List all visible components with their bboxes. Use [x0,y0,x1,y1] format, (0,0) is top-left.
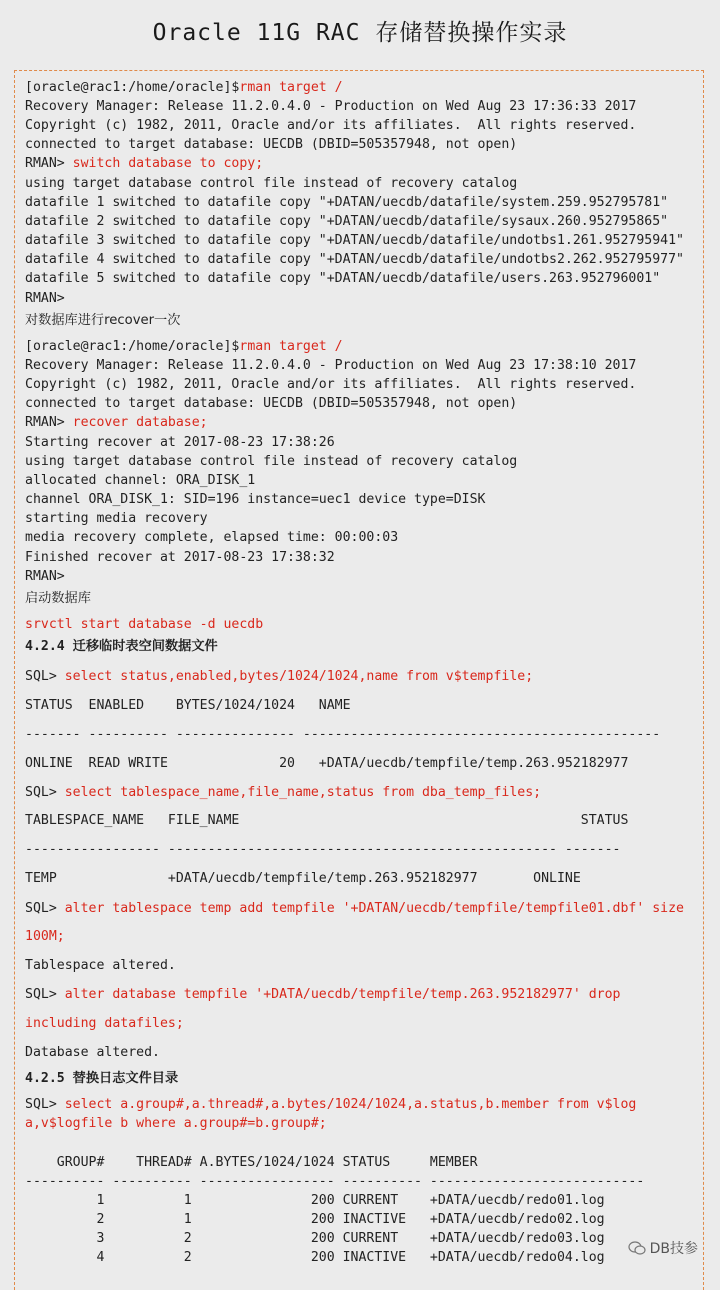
transcript-line [25,901,684,917]
line-output: RMAN> [25,569,65,584]
article-title: Oracle 11G RAC 存储替换操作实录 [152,20,568,46]
transcript-line [25,698,351,714]
line-output: ONLINE READ WRITE 20 +DATA/uecdb/tempfile/temp.263.952182977 [25,756,629,771]
transcript-line [25,473,255,489]
transcript-line [25,233,684,249]
line-output: channel ORA_DISK_1: SID=196 instance=uec1 device type=DISK [25,492,486,507]
line-output: 对数据库进行recover一次 [25,313,181,328]
line-output: SQL> [25,785,65,800]
line-output: ---------- ---------- ----------------- ---------- --------------------------- [25,1174,645,1189]
line-command: rman target / [239,339,343,354]
transcript-line [25,756,628,772]
line-output: 4.2.4 迁移临时表空间数据文件 [25,639,218,654]
line-output: RMAN> [25,415,73,430]
line-output: 4.2.5 替换日志文件目录 [25,1071,179,1086]
line-output: TEMP +DATA/uecdb/tempfile/temp.263.952182977 ONLINE [25,871,581,886]
line-command: rman target / [239,80,343,95]
transcript-line [25,639,218,655]
transcript-line [25,569,65,585]
line-output: datafile 2 switched to datafile copy "+DATAN/uecdb/datafile/sysaux.260.952795865" [25,214,669,229]
line-output: 3 2 200 CURRENT +DATA/uecdb/redo03.log [25,1231,605,1246]
line-output: SQL> [25,1097,65,1112]
transcript-line [25,871,581,887]
line-output: using target database control file instead of recovery catalog [25,454,518,469]
line-output: [oracle@rac1:/home/oracle]$ [25,339,240,354]
transcript-line [25,1097,636,1113]
transcript-line [25,550,335,566]
transcript-line [25,252,684,268]
line-output: 启动数据库 [25,591,91,606]
transcript-line [25,396,517,412]
transcript-line [25,785,541,801]
line-output: STATUS ENABLED BYTES/1024/1024 NAME [25,698,351,713]
line-command: including datafiles; [25,1016,184,1031]
transcript-line [25,415,208,431]
line-output: Database altered. [25,1045,160,1060]
line-command: alter tablespace temp add tempfile '+DATAN/uecdb/tempfile/tempfile01.dbf' size [64,901,684,916]
transcript-line [25,176,517,192]
transcript-line [25,1231,605,1247]
line-output: GROUP# THREAD# A.BYTES/1024/1024 STATUS MEMBER [25,1155,478,1170]
transcript-line [25,214,668,230]
transcript-line [25,435,335,451]
line-output: Tablespace altered. [25,958,176,973]
transcript-line [25,1174,644,1190]
line-output: 2 1 200 INACTIVE +DATA/uecdb/redo02.log [25,1212,605,1227]
line-output: media recovery complete, elapsed time: 00:00:03 [25,530,399,545]
transcript-line [25,1155,478,1171]
transcript-line [25,80,343,96]
line-output: Copyright (c) 1982, 2011, Oracle and/or its affiliates. All rights reserved. [25,377,637,392]
line-output: [oracle@rac1:/home/oracle]$ [25,80,240,95]
transcript-line [25,1212,605,1228]
transcript-line [25,727,660,743]
transcript-line [25,958,176,974]
transcript-line [25,1116,327,1132]
line-output: 1 1 200 CURRENT +DATA/uecdb/redo01.log [25,1193,605,1208]
line-output: Recovery Manager: Release 11.2.0.4.0 - Production on Wed Aug 23 17:36:33 2017 [25,99,637,114]
line-output: Copyright (c) 1982, 2011, Oracle and/or its affiliates. All rights reserved. [25,118,637,133]
transcript-line [25,339,343,355]
transcript-line [25,530,398,546]
line-output: SQL> [25,669,65,684]
transcript-line [25,118,636,134]
transcript-line [25,1250,605,1266]
transcript-line [25,377,636,393]
wechat-icon [628,1241,646,1255]
line-command: alter database tempfile '+DATA/uecdb/tempfile/temp.263.952182977' drop [64,987,621,1002]
transcript-line [25,271,660,287]
transcript-line [25,929,65,945]
line-output: RMAN> [25,291,65,306]
line-output: ------- ---------- --------------- --------------------------------------------- [25,727,661,742]
line-output: Finished recover at 2017-08-23 17:38:32 [25,550,335,565]
transcript-line [25,291,65,307]
line-output: connected to target database: UECDB (DBID=505357948, not open) [25,396,518,411]
line-command: select status,enabled,bytes/1024/1024,name from v$tempfile; [64,669,534,684]
line-command: switch database to copy; [72,156,264,171]
line-output: datafile 4 switched to datafile copy "+DATAN/uecdb/datafile/undotbs2.262.952795977" [25,252,684,267]
line-output: SQL> [25,901,65,916]
line-output: allocated channel: ORA_DISK_1 [25,473,256,488]
transcript-line [25,987,620,1003]
line-output: SQL> [25,987,65,1002]
line-output: datafile 3 switched to datafile copy "+DATAN/uecdb/datafile/undotbs1.261.952795941" [25,233,684,248]
transcript-line [25,99,636,115]
transcript-line [25,195,668,211]
transcript-line [25,1193,605,1209]
line-output: ----------------- ------------------------------------------------- ------- [25,842,621,857]
line-command: a,v$logfile b where a.group#=b.group#; [25,1116,327,1131]
line-output: using target database control file instead of recovery catalog [25,176,518,191]
line-output: TABLESPACE_NAME FILE_NAME STATUS [25,813,629,828]
line-output: RMAN> [25,156,73,171]
line-output: 4 2 200 INACTIVE +DATA/uecdb/redo04.log [25,1250,605,1265]
line-command: recover database; [72,415,208,430]
transcript-line [25,137,517,153]
transcript-line [25,1016,184,1032]
transcript-line [25,669,533,685]
transcript-line [25,1045,160,1061]
transcript-line [25,313,180,329]
watermark [624,1236,702,1260]
line-command: 100M; [25,929,65,944]
transcript-line [25,617,263,633]
line-command: srvctl start database -d uecdb [25,617,264,632]
transcript-line [25,511,208,527]
transcript-line [25,842,620,858]
line-output: Recovery Manager: Release 11.2.0.4.0 - Production on Wed Aug 23 17:38:10 2017 [25,358,637,373]
watermark-label: DB技参 [649,1241,698,1257]
transcript-line [25,156,263,172]
line-output: starting media recovery [25,511,208,526]
transcript-line [25,813,628,829]
line-output: connected to target database: UECDB (DBID=505357948, not open) [25,137,518,152]
transcript-line [25,358,636,374]
transcript-line [25,492,486,508]
line-command: select tablespace_name,file_name,status from dba_temp_files; [64,785,542,800]
line-command: select a.group#,a.thread#,a.bytes/1024/1024,a.status,b.member from v$log [64,1097,637,1112]
transcript-line [25,591,91,607]
line-output: Starting recover at 2017-08-23 17:38:26 [25,435,335,450]
transcript-line [25,454,517,470]
line-output: datafile 5 switched to datafile copy "+DATAN/uecdb/datafile/users.263.952796001" [25,271,661,286]
transcript-line [25,1071,178,1087]
line-output: datafile 1 switched to datafile copy "+DATAN/uecdb/datafile/system.259.952795781" [25,195,669,210]
